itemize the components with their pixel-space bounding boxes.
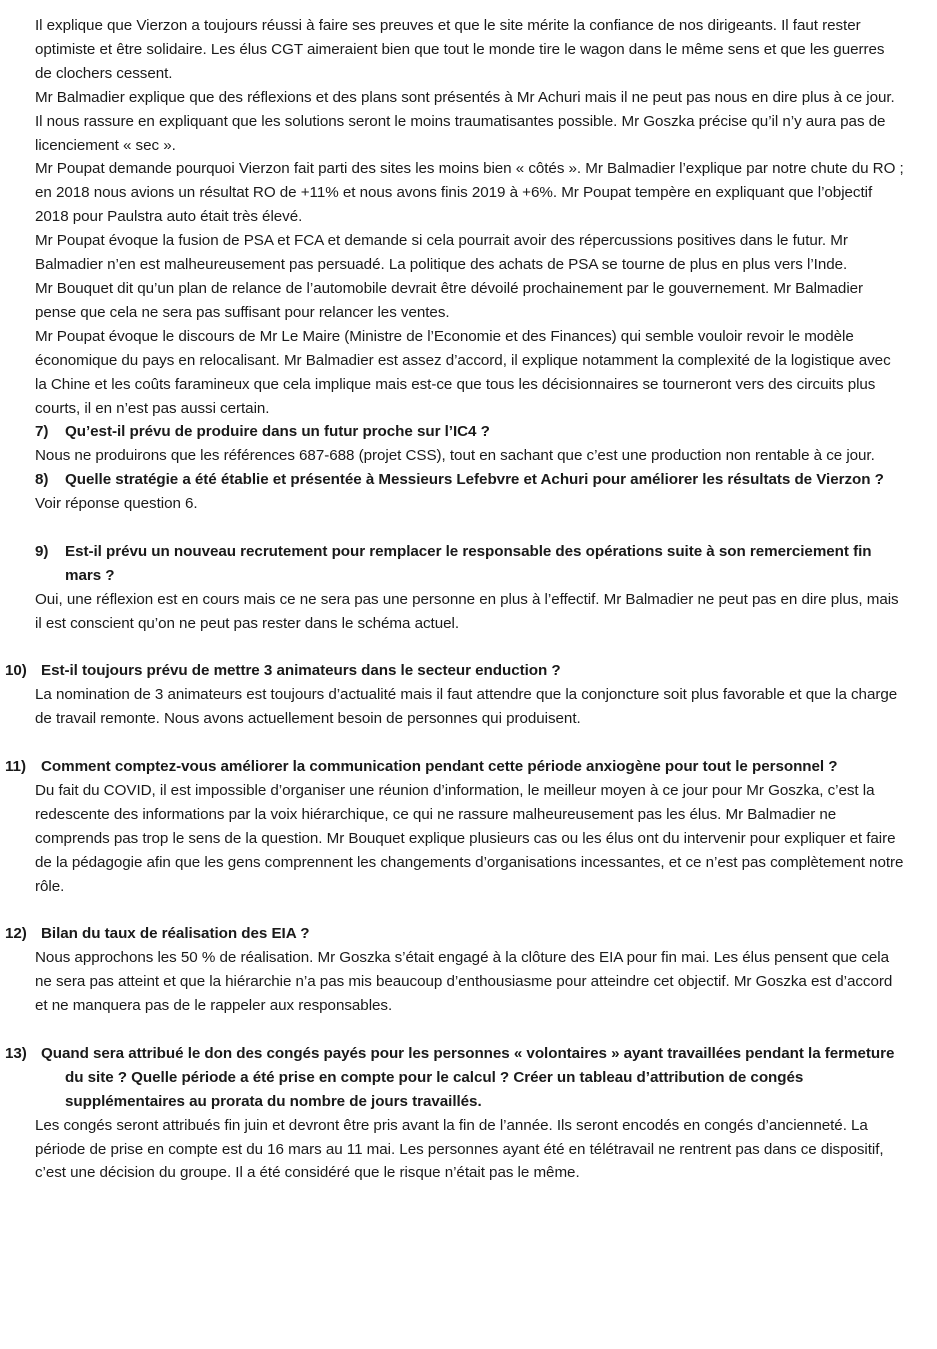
spacer [35, 898, 905, 922]
paragraph-intro-2: Mr Balmadier explique que des réflexions et des plans sont présentés à Mr Achuri mais il ne peut pas nous en dire plus à ce jour. Il nous rassure en expliquant que les solutions seront le moins traumatisantes possible. Mr Goszka précise qu’il n’y aura pas de licenciement « sec ». [35, 88, 895, 154]
paragraph-intro-6: Mr Poupat évoque le discours de Mr Le Maire (Ministre de l’Economie et des Finances) qui semble vouloir revoir le modèle économique du pays en relocalisant. Mr Balmadier est assez d’accord, il explique notamment la complexité de la logistique avec la Chine et les coûts faramineux que cela implique mais est-ce que tous les décisionnaires se tourneront vers des circuits plus courts, il en n’est pas aussi certain. [35, 327, 891, 417]
answer-12: Nous approchons les 50 % de réalisation. Mr Goszka s’était engagé à la clôture des EIA pour fin mai. Les élus pensent que cela ne sera pas atteint et que la hiérarchie n’a pas mis beaucoup d’enthousiasme pour atteindre cet objectif. Mr Goszka est d’accord et ne manquera pas de le rappeler aux responsables. [35, 949, 893, 1015]
paragraph-intro-5: Mr Bouquet dit qu’un plan de relance de l’automobile devrait être dévoilé prochainement par le gouvernement. Mr Balmadier pense que cela ne sera pas suffisant pour relancer les ventes. [35, 279, 864, 321]
answer-13: Les congés seront attribués fin juin et devront être pris avant la fin de l’année. Ils seront encodés en congés d’ancienneté. La période de prise en compte est du 16 mars au 11 mai. Les personnes ayant été en télétravail ne rentrent pas dans ce dispositif, c’est une décision du groupe. Il a été considéré que le risque n’était pas le même. [35, 1116, 884, 1182]
question-9-heading [35, 540, 905, 588]
question-number: 9) [35, 542, 49, 560]
question-text: Bilan du taux de réalisation des EIA ? [41, 925, 310, 943]
spacer [35, 516, 905, 540]
answer-11: Du fait du COVID, il est impossible d’organiser une réunion d’information, le meilleur moyen à ce jour pour Mr Goszka, c’est la redescente des informations par la voix hiérarchique, ce qui ne rassure malheureusement pas les élus. Mr Balmadier ne comprends pas trop le sens de la question. Mr Bouquet explique plusieurs cas ou les élus ont du intervenir pour expliquer et faire de la pédagogie afin que les gens comprennent les changements d’organisations incessantes, et ce n’est pas complètement notre rôle. [35, 781, 904, 895]
question-text: Qu’est-il prévu de produire dans un futur proche sur l’IC4 ? [65, 423, 490, 441]
question-8-heading [35, 468, 905, 492]
answer-8: Voir réponse question 6. [35, 495, 198, 513]
paragraph-intro-4: Mr Poupat évoque la fusion de PSA et FCA et demande si cela pourrait avoir des répercussions positives dans le futur. Mr Balmadier n’en est malheureusement pas persuadé. La politique des achats de PSA se tourne de plus en plus vers l’Inde. [35, 232, 848, 274]
question-10-heading: 10) Est-il toujours prévu de mettre 3 animateurs dans le secteur enduction ? [5, 662, 561, 680]
document-page [5, 14, 905, 1185]
answer-9: Oui, une réflexion est en cours mais ce ne sera pas une personne en plus à l’effectif. Mr Balmadier ne peut pas en dire plus, mais il est conscient qu’on ne peut pas rester dans le schéma actuel. [35, 590, 899, 632]
paragraph-intro-3: Mr Poupat demande pourquoi Vierzon fait parti des sites les moins bien « côtés ». Mr Balmadier l’explique par notre chute du RO ; en 2018 nous avions un résultat RO de +11% et nous avons finis 2019 à +6%. Mr Poupat tempère en expliquant que l’objectif 2018 pour Paulstra auto était très élevé. [35, 160, 904, 226]
question-number: 7) [35, 423, 49, 441]
question-13-heading: 13) Quand sera attribué le don des congés payés pour les personnes « volontaires » ayant travaillées pendant la fermeture du site ? Quelle période a été prise en compte pour le calcul ? Créer un tableau d’attribution de congés supplémentaires au prorata du nombre de jours travaillés. [5, 1044, 895, 1110]
question-11-heading: 11) Comment comptez-vous améliorer la communication pendant cette période anxiogène pour tout le personnel ? [5, 758, 838, 776]
question-text: Est-il toujours prévu de mettre 3 animateurs dans le secteur enduction ? [41, 662, 561, 680]
question-text: Quand sera attribué le don des congés payés pour les personnes « volontaires » ayant travaillées pendant la fermeture du site ? Quelle période a été prise en compte pour le calcul ? Créer un tableau d’attribution de congés supplémentaires au prorata du nombre de jours travaillés. [41, 1044, 895, 1110]
spacer [35, 731, 905, 755]
question-12-heading: 12) Bilan du taux de réalisation des EIA ? [5, 925, 310, 943]
answer-10: La nomination de 3 animateurs est toujours d’actualité mais il faut attendre que la conjoncture soit plus favorable et que la charge de travail remonte. Nous avons actuellement besoin de personnes qui produisent. [35, 686, 898, 728]
question-text: Quelle stratégie a été établie et présentée à Messieurs Lefebvre et Achuri pour améliorer les résultats de Vierzon ? [65, 471, 884, 489]
question-number: 8) [35, 471, 49, 489]
spacer [35, 636, 905, 660]
question-7-heading [35, 420, 905, 444]
paragraph-intro-1: Il explique que Vierzon a toujours réussi à faire ses preuves et que le site mérite la confiance de nos dirigeants. Il faut rester optimiste et être solidaire. Les élus CGT aimeraient bien que tout le monde tire le wagon dans le même sens et que les guerres de clochers cessent. [35, 17, 885, 82]
question-text: Comment comptez-vous améliorer la communication pendant cette période anxiogène pour tout le personnel ? [41, 758, 838, 776]
question-text: Est-il prévu un nouveau recrutement pour remplacer le responsable des opérations suite à son remerciement fin mars ? [65, 542, 872, 584]
spacer [35, 1018, 905, 1042]
answer-7: Nous ne produirons que les références 687-688 (projet CSS), tout en sachant que c’est une production non rentable à ce jour. [35, 447, 875, 465]
